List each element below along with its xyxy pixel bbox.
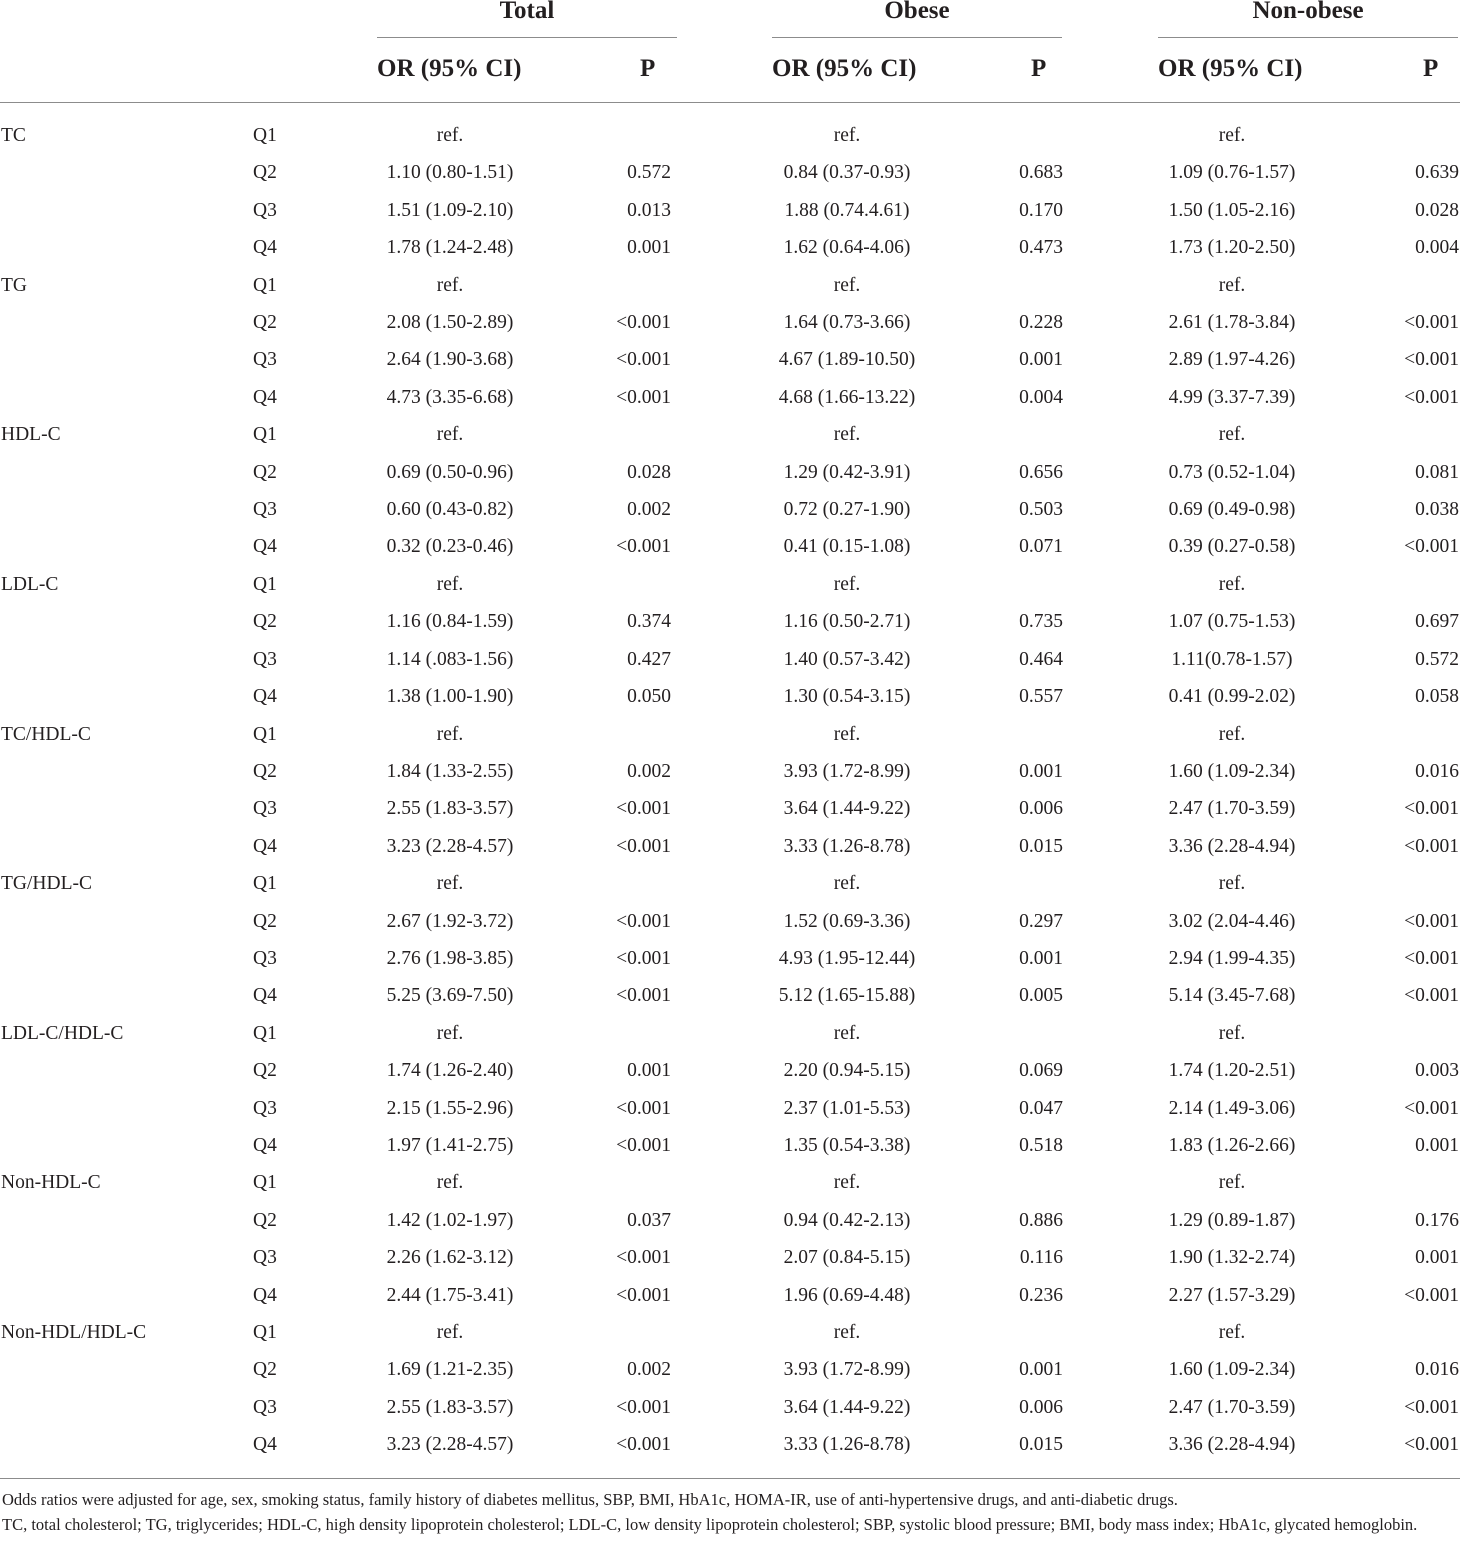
nonobese-or-cell: 2.14 (1.49-3.06) xyxy=(1168,1097,1296,1119)
obese-or-cell: 3.93 (1.72-8.99) xyxy=(783,1359,911,1381)
total-p-cell: 0.001 xyxy=(627,1060,671,1082)
row-quartile-cell: Q4 xyxy=(253,835,277,857)
obese-p-cell: 0.006 xyxy=(1019,1396,1063,1418)
total-p-cell: <0.001 xyxy=(616,386,671,408)
total-or-cell: 3.23 (2.28-4.57) xyxy=(386,835,514,857)
total-or-cell: 2.26 (1.62-3.12) xyxy=(386,1247,514,1269)
nonobese-p-cell: 0.003 xyxy=(1415,1060,1459,1082)
nonobese-or-cell: 1.60 (1.09-2.34) xyxy=(1168,1359,1296,1381)
table-row xyxy=(0,1202,1460,1239)
total-p-cell: 0.028 xyxy=(627,461,671,483)
nonobese-or-cell: ref. xyxy=(1218,873,1246,895)
total-or-cell: 1.84 (1.33-2.55) xyxy=(386,760,514,782)
table-row xyxy=(0,790,1460,827)
table-row xyxy=(0,1426,1460,1463)
table-row xyxy=(0,977,1460,1014)
table-row xyxy=(0,341,1460,378)
table-row xyxy=(0,192,1460,229)
obese-p-cell: 0.047 xyxy=(1019,1097,1063,1119)
nonobese-or-cell: ref. xyxy=(1218,125,1246,146)
table-row xyxy=(0,903,1460,940)
obese-or-cell: ref. xyxy=(833,723,861,745)
nonobese-p-cell: 0.058 xyxy=(1415,686,1459,708)
total-or-cell: 1.42 (1.02-1.97) xyxy=(386,1209,514,1231)
obese-or-cell: 3.93 (1.72-8.99) xyxy=(783,760,911,782)
obese-p-cell: 0.001 xyxy=(1019,1359,1063,1381)
obese-p-cell: 0.001 xyxy=(1019,760,1063,782)
row-quartile-cell: Q3 xyxy=(253,1247,277,1269)
group-title-total: Total xyxy=(499,0,555,24)
nonobese-or-cell: 1.50 (1.05-2.16) xyxy=(1168,199,1296,221)
obese-or-cell: 1.16 (0.50-2.71) xyxy=(783,611,911,633)
col-header-total-or: OR (95% CI) xyxy=(377,55,522,82)
nonobese-or-cell: 0.41 (0.99-2.02) xyxy=(1168,686,1296,708)
table-row xyxy=(0,154,1460,191)
table-row xyxy=(0,454,1460,491)
row-variable-cell: LDL-C/HDL-C xyxy=(1,1022,124,1044)
nonobese-p-cell: <0.001 xyxy=(1404,1097,1459,1119)
total-p-cell: 0.037 xyxy=(627,1209,671,1231)
nonobese-or-cell: 2.47 (1.70-3.59) xyxy=(1168,798,1296,820)
obese-or-cell: ref. xyxy=(833,1172,861,1194)
row-variable-cell: LDL-C xyxy=(1,573,59,595)
nonobese-or-cell: 1.74 (1.20-2.51) xyxy=(1168,1060,1296,1082)
obese-or-cell: 1.30 (0.54-3.15) xyxy=(783,686,911,708)
column-header-row xyxy=(0,40,1460,102)
header-divider xyxy=(0,102,1460,103)
nonobese-or-cell: 3.02 (2.04-4.46) xyxy=(1168,910,1296,932)
total-or-cell: ref. xyxy=(436,1172,464,1194)
nonobese-p-cell: 0.004 xyxy=(1415,237,1459,259)
total-or-cell: 0.32 (0.23-0.46) xyxy=(386,536,514,558)
obese-or-cell: 2.37 (1.01-5.53) xyxy=(783,1097,911,1119)
total-or-cell: 2.55 (1.83-3.57) xyxy=(386,798,514,820)
group-underline-total xyxy=(377,37,677,38)
nonobese-p-cell: 0.001 xyxy=(1415,1247,1459,1269)
nonobese-p-cell: 0.038 xyxy=(1415,499,1459,521)
nonobese-or-cell: 2.47 (1.70-3.59) xyxy=(1168,1396,1296,1418)
total-p-cell: <0.001 xyxy=(616,1284,671,1306)
table-row xyxy=(0,491,1460,528)
row-quartile-cell: Q3 xyxy=(253,1097,277,1119)
obese-or-cell: 5.12 (1.65-15.88) xyxy=(778,985,916,1007)
nonobese-or-cell: 2.94 (1.99-4.35) xyxy=(1168,947,1296,969)
row-variable-cell: HDL-C xyxy=(1,424,61,446)
total-p-cell: 0.001 xyxy=(627,237,671,259)
obese-p-cell: 0.004 xyxy=(1019,386,1063,408)
total-p-cell: <0.001 xyxy=(616,536,671,558)
total-p-cell: 0.050 xyxy=(627,686,671,708)
obese-or-cell: 4.93 (1.95-12.44) xyxy=(778,947,916,969)
nonobese-or-cell: ref. xyxy=(1218,424,1246,446)
row-quartile-cell: Q2 xyxy=(253,910,277,932)
total-p-cell: <0.001 xyxy=(616,1396,671,1418)
total-p-cell: 0.013 xyxy=(627,199,671,221)
total-p-cell: 0.374 xyxy=(627,611,671,633)
total-or-cell: ref. xyxy=(436,723,464,745)
total-p-cell: <0.001 xyxy=(616,1247,671,1269)
nonobese-or-cell: 1.60 (1.09-2.34) xyxy=(1168,760,1296,782)
row-quartile-cell: Q3 xyxy=(253,349,277,371)
total-p-cell: <0.001 xyxy=(616,312,671,334)
nonobese-p-cell: <0.001 xyxy=(1404,947,1459,969)
obese-p-cell: 0.170 xyxy=(1019,199,1063,221)
nonobese-p-cell: <0.001 xyxy=(1404,386,1459,408)
table-row xyxy=(0,641,1460,678)
total-or-cell: 1.69 (1.21-2.35) xyxy=(386,1359,514,1381)
obese-p-cell: 0.015 xyxy=(1019,1434,1063,1456)
obese-or-cell: 1.62 (0.64-4.06) xyxy=(783,237,911,259)
table-row xyxy=(0,267,1460,304)
obese-or-cell: ref. xyxy=(833,873,861,895)
nonobese-p-cell: 0.001 xyxy=(1415,1134,1459,1156)
nonobese-or-cell: 1.07 (0.75-1.53) xyxy=(1168,611,1296,633)
nonobese-or-cell: ref. xyxy=(1218,573,1246,595)
obese-p-cell: 0.069 xyxy=(1019,1060,1063,1082)
obese-p-cell: 0.503 xyxy=(1019,499,1063,521)
table-body xyxy=(0,117,1460,1464)
footnote-adjustment: Odds ratios were adjusted for age, sex, smoking status, family history of diabetes mellitus, SBP, BMI, HbA1c, HOMA-IR, use of anti-hypertensive drugs, and anti-diabetic drugs. xyxy=(2,1490,1178,1509)
row-quartile-cell: Q3 xyxy=(253,499,277,521)
total-or-cell: ref. xyxy=(436,873,464,895)
obese-p-cell: 0.015 xyxy=(1019,835,1063,857)
row-quartile-cell: Q2 xyxy=(253,760,277,782)
obese-p-cell: 0.006 xyxy=(1019,798,1063,820)
row-quartile-cell: Q3 xyxy=(253,947,277,969)
nonobese-or-cell: ref. xyxy=(1218,1172,1246,1194)
total-or-cell: 5.25 (3.69-7.50) xyxy=(386,985,514,1007)
table-row xyxy=(0,1015,1460,1052)
obese-or-cell: 1.40 (0.57-3.42) xyxy=(783,648,911,670)
row-quartile-cell: Q3 xyxy=(253,1396,277,1418)
total-p-cell: <0.001 xyxy=(616,835,671,857)
row-quartile-cell: Q2 xyxy=(253,461,277,483)
obese-p-cell: 0.228 xyxy=(1019,312,1063,334)
row-quartile-cell: Q1 xyxy=(253,873,277,895)
total-p-cell: 0.572 xyxy=(627,162,671,184)
row-quartile-cell: Q3 xyxy=(253,648,277,670)
obese-or-cell: 1.52 (0.69-3.36) xyxy=(783,910,911,932)
nonobese-or-cell: 2.89 (1.97-4.26) xyxy=(1168,349,1296,371)
obese-or-cell: 4.67 (1.89-10.50) xyxy=(778,349,916,371)
obese-or-cell: ref. xyxy=(833,125,861,146)
obese-or-cell: 1.35 (0.54-3.38) xyxy=(783,1134,911,1156)
row-variable-cell: TG/HDL-C xyxy=(1,873,92,895)
total-or-cell: ref. xyxy=(436,274,464,296)
table-row xyxy=(0,528,1460,565)
nonobese-or-cell: 1.90 (1.32-2.74) xyxy=(1168,1247,1296,1269)
table-row xyxy=(0,716,1460,753)
nonobese-or-cell: ref. xyxy=(1218,723,1246,745)
nonobese-p-cell: 0.016 xyxy=(1415,760,1459,782)
obese-p-cell: 0.464 xyxy=(1019,648,1063,670)
total-p-cell: <0.001 xyxy=(616,349,671,371)
total-p-cell: <0.001 xyxy=(616,798,671,820)
total-p-cell: <0.001 xyxy=(616,1097,671,1119)
nonobese-p-cell: 0.028 xyxy=(1415,199,1459,221)
total-p-cell: 0.002 xyxy=(627,499,671,521)
row-quartile-cell: Q4 xyxy=(253,536,277,558)
nonobese-or-cell: ref. xyxy=(1218,274,1246,296)
total-or-cell: 1.14 (.083-1.56) xyxy=(386,648,514,670)
row-quartile-cell: Q1 xyxy=(253,125,277,146)
total-p-cell: <0.001 xyxy=(616,1134,671,1156)
row-quartile-cell: Q4 xyxy=(253,1134,277,1156)
nonobese-p-cell: 0.081 xyxy=(1415,461,1459,483)
total-or-cell: ref. xyxy=(436,1322,464,1343)
row-quartile-cell: Q1 xyxy=(253,573,277,595)
table-row xyxy=(0,1389,1460,1426)
total-p-cell: 0.002 xyxy=(627,760,671,782)
nonobese-p-cell: <0.001 xyxy=(1404,1434,1459,1456)
nonobese-or-cell: 1.11(0.78-1.57) xyxy=(1171,648,1293,670)
row-quartile-cell: Q2 xyxy=(253,611,277,633)
table-row xyxy=(0,304,1460,341)
nonobese-or-cell: 2.61 (1.78-3.84) xyxy=(1168,312,1296,334)
obese-or-cell: 1.29 (0.42-3.91) xyxy=(783,461,911,483)
col-header-obese-p: P xyxy=(1031,55,1047,82)
total-or-cell: 2.08 (1.50-2.89) xyxy=(386,312,514,334)
total-or-cell: ref. xyxy=(436,125,464,146)
table-row xyxy=(0,1164,1460,1201)
nonobese-p-cell: <0.001 xyxy=(1404,1396,1459,1418)
col-header-nonobese-p: P xyxy=(1423,55,1439,82)
row-quartile-cell: Q1 xyxy=(253,1022,277,1044)
row-quartile-cell: Q2 xyxy=(253,312,277,334)
footnote-abbreviations: TC, total cholesterol; TG, triglycerides; HDL-C, high density lipoprotein cholesterol; LDL-C, low density lipoprotein cholesterol; SBP, systolic blood pressure; BMI, body mass index; HbA1c, glycated hemoglobin. xyxy=(2,1514,1418,1534)
row-quartile-cell: Q4 xyxy=(253,1284,277,1306)
row-quartile-cell: Q1 xyxy=(253,274,277,296)
row-quartile-cell: Q1 xyxy=(253,1322,277,1343)
nonobese-p-cell: <0.001 xyxy=(1404,835,1459,857)
row-quartile-cell: Q1 xyxy=(253,424,277,446)
obese-p-cell: 0.236 xyxy=(1019,1284,1063,1306)
row-quartile-cell: Q2 xyxy=(253,1060,277,1082)
obese-or-cell: 3.64 (1.44-9.22) xyxy=(783,1396,911,1418)
table-row xyxy=(0,566,1460,603)
obese-p-cell: 0.557 xyxy=(1019,686,1063,708)
total-or-cell: ref. xyxy=(436,1022,464,1044)
nonobese-or-cell: 1.83 (1.26-2.66) xyxy=(1168,1134,1296,1156)
obese-p-cell: 0.735 xyxy=(1019,611,1063,633)
obese-or-cell: 2.20 (0.94-5.15) xyxy=(783,1060,911,1082)
nonobese-or-cell: 2.27 (1.57-3.29) xyxy=(1168,1284,1296,1306)
obese-p-cell: 0.071 xyxy=(1019,536,1063,558)
total-or-cell: 1.10 (0.80-1.51) xyxy=(386,162,514,184)
total-or-cell: 3.23 (2.28-4.57) xyxy=(386,1434,514,1456)
table-row xyxy=(0,678,1460,715)
obese-p-cell: 0.297 xyxy=(1019,910,1063,932)
table-footnotes xyxy=(2,1488,1458,1537)
nonobese-p-cell: <0.001 xyxy=(1404,536,1459,558)
table-row xyxy=(0,1052,1460,1089)
table-row xyxy=(0,1351,1460,1388)
total-or-cell: 1.74 (1.26-2.40) xyxy=(386,1060,514,1082)
nonobese-or-cell: 5.14 (3.45-7.68) xyxy=(1168,985,1296,1007)
obese-p-cell: 0.518 xyxy=(1019,1134,1063,1156)
obese-or-cell: 0.41 (0.15-1.08) xyxy=(783,536,911,558)
group-title-nonobese: Non-obese xyxy=(1252,0,1364,24)
nonobese-or-cell: 0.73 (0.52-1.04) xyxy=(1168,461,1296,483)
total-or-cell: 1.51 (1.09-2.10) xyxy=(386,199,514,221)
table-row xyxy=(0,1090,1460,1127)
obese-or-cell: 1.64 (0.73-3.66) xyxy=(783,312,911,334)
total-p-cell: <0.001 xyxy=(616,910,671,932)
nonobese-p-cell: <0.001 xyxy=(1404,910,1459,932)
table-row xyxy=(0,753,1460,790)
obese-or-cell: 4.68 (1.66-13.22) xyxy=(778,386,916,408)
group-header-row xyxy=(0,0,1460,40)
total-or-cell: 1.78 (1.24-2.48) xyxy=(386,237,514,259)
row-quartile-cell: Q3 xyxy=(253,199,277,221)
nonobese-p-cell: <0.001 xyxy=(1404,1284,1459,1306)
table-row xyxy=(0,828,1460,865)
row-variable-cell: TC/HDL-C xyxy=(1,723,91,745)
nonobese-or-cell: 3.36 (2.28-4.94) xyxy=(1168,1434,1296,1456)
obese-or-cell: 1.96 (0.69-4.48) xyxy=(783,1284,911,1306)
obese-p-cell: 0.473 xyxy=(1019,237,1063,259)
nonobese-or-cell: 3.36 (2.28-4.94) xyxy=(1168,835,1296,857)
total-or-cell: 2.76 (1.98-3.85) xyxy=(386,947,514,969)
table-row xyxy=(0,1277,1460,1314)
total-p-cell: <0.001 xyxy=(616,1434,671,1456)
total-p-cell: 0.427 xyxy=(627,648,671,670)
obese-or-cell: 3.64 (1.44-9.22) xyxy=(783,798,911,820)
row-variable-cell: Non-HDL/HDL-C xyxy=(1,1322,147,1343)
table-row xyxy=(0,379,1460,416)
obese-p-cell: 0.001 xyxy=(1019,947,1063,969)
total-or-cell: 1.97 (1.41-2.75) xyxy=(386,1134,514,1156)
row-quartile-cell: Q4 xyxy=(253,237,277,259)
total-p-cell: 0.002 xyxy=(627,1359,671,1381)
row-quartile-cell: Q2 xyxy=(253,1359,277,1381)
obese-or-cell: 0.84 (0.37-0.93) xyxy=(783,162,911,184)
table-row xyxy=(0,1314,1460,1351)
total-or-cell: 1.38 (1.00-1.90) xyxy=(386,686,514,708)
total-or-cell: ref. xyxy=(436,573,464,595)
obese-or-cell: 3.33 (1.26-8.78) xyxy=(783,835,911,857)
total-or-cell: 2.64 (1.90-3.68) xyxy=(386,349,514,371)
table-row xyxy=(0,603,1460,640)
nonobese-or-cell: 0.39 (0.27-0.58) xyxy=(1168,536,1296,558)
obese-or-cell: ref. xyxy=(833,424,861,446)
row-quartile-cell: Q4 xyxy=(253,985,277,1007)
total-or-cell: 4.73 (3.35-6.68) xyxy=(386,386,514,408)
nonobese-p-cell: 0.176 xyxy=(1415,1209,1459,1231)
obese-p-cell: 0.005 xyxy=(1019,985,1063,1007)
row-quartile-cell: Q1 xyxy=(253,723,277,745)
total-or-cell: 0.60 (0.43-0.82) xyxy=(386,499,514,521)
table-row xyxy=(0,1127,1460,1164)
total-or-cell: 2.44 (1.75-3.41) xyxy=(386,1284,514,1306)
nonobese-p-cell: <0.001 xyxy=(1404,985,1459,1007)
total-or-cell: 2.67 (1.92-3.72) xyxy=(386,910,514,932)
group-underline-nonobese xyxy=(1158,37,1458,38)
total-or-cell: 2.15 (1.55-2.96) xyxy=(386,1097,514,1119)
row-variable-cell: Non-HDL-C xyxy=(1,1172,101,1194)
row-quartile-cell: Q4 xyxy=(253,1434,277,1456)
obese-or-cell: ref. xyxy=(833,274,861,296)
row-quartile-cell: Q2 xyxy=(253,162,277,184)
row-variable-cell: TC xyxy=(1,125,26,146)
col-header-obese-or: OR (95% CI) xyxy=(772,55,917,82)
col-header-nonobese-or: OR (95% CI) xyxy=(1158,55,1303,82)
nonobese-or-cell: 1.09 (0.76-1.57) xyxy=(1168,162,1296,184)
obese-p-cell: 0.886 xyxy=(1019,1209,1063,1231)
obese-or-cell: ref. xyxy=(833,1322,861,1343)
table-row xyxy=(0,117,1460,154)
obese-p-cell: 0.001 xyxy=(1019,349,1063,371)
col-header-total-p: P xyxy=(640,55,656,82)
total-p-cell: <0.001 xyxy=(616,985,671,1007)
row-quartile-cell: Q4 xyxy=(253,386,277,408)
obese-or-cell: 1.88 (0.74.4.61) xyxy=(784,199,910,221)
total-or-cell: ref. xyxy=(436,424,464,446)
nonobese-p-cell: 0.016 xyxy=(1415,1359,1459,1381)
obese-or-cell: 3.33 (1.26-8.78) xyxy=(783,1434,911,1456)
nonobese-or-cell: 4.99 (3.37-7.39) xyxy=(1168,386,1296,408)
nonobese-p-cell: <0.001 xyxy=(1404,312,1459,334)
group-title-obese: Obese xyxy=(884,0,950,24)
table-bottom-divider xyxy=(0,1478,1460,1479)
table-row xyxy=(0,865,1460,902)
table-row xyxy=(0,1239,1460,1276)
total-or-cell: 0.69 (0.50-0.96) xyxy=(386,461,514,483)
table-row xyxy=(0,940,1460,977)
total-p-cell: <0.001 xyxy=(616,947,671,969)
obese-p-cell: 0.683 xyxy=(1019,162,1063,184)
total-or-cell: 2.55 (1.83-3.57) xyxy=(386,1396,514,1418)
row-quartile-cell: Q3 xyxy=(253,798,277,820)
obese-or-cell: ref. xyxy=(833,1022,861,1044)
obese-p-cell: 0.116 xyxy=(1019,1247,1063,1269)
obese-or-cell: 0.94 (0.42-2.13) xyxy=(783,1209,911,1231)
row-quartile-cell: Q1 xyxy=(253,1172,277,1194)
total-or-cell: 1.16 (0.84-1.59) xyxy=(386,611,514,633)
table-row xyxy=(0,229,1460,266)
nonobese-or-cell: 1.73 (1.20-2.50) xyxy=(1168,237,1296,259)
obese-or-cell: 0.72 (0.27-1.90) xyxy=(783,499,911,521)
nonobese-p-cell: 0.572 xyxy=(1415,648,1459,670)
nonobese-p-cell: 0.697 xyxy=(1415,611,1459,633)
obese-or-cell: ref. xyxy=(833,573,861,595)
obese-p-cell: 0.656 xyxy=(1019,461,1063,483)
nonobese-p-cell: <0.001 xyxy=(1404,798,1459,820)
nonobese-or-cell: ref. xyxy=(1218,1322,1246,1343)
nonobese-p-cell: 0.639 xyxy=(1415,162,1459,184)
row-quartile-cell: Q4 xyxy=(253,686,277,708)
table-row xyxy=(0,416,1460,453)
group-underline-obese xyxy=(772,37,1062,38)
row-variable-cell: TG xyxy=(1,274,27,296)
row-quartile-cell: Q2 xyxy=(253,1209,277,1231)
obese-or-cell: 2.07 (0.84-5.15) xyxy=(783,1247,911,1269)
nonobese-or-cell: 0.69 (0.49-0.98) xyxy=(1168,499,1296,521)
nonobese-or-cell: ref. xyxy=(1218,1022,1246,1044)
nonobese-p-cell: <0.001 xyxy=(1404,349,1459,371)
nonobese-or-cell: 1.29 (0.89-1.87) xyxy=(1168,1209,1296,1231)
